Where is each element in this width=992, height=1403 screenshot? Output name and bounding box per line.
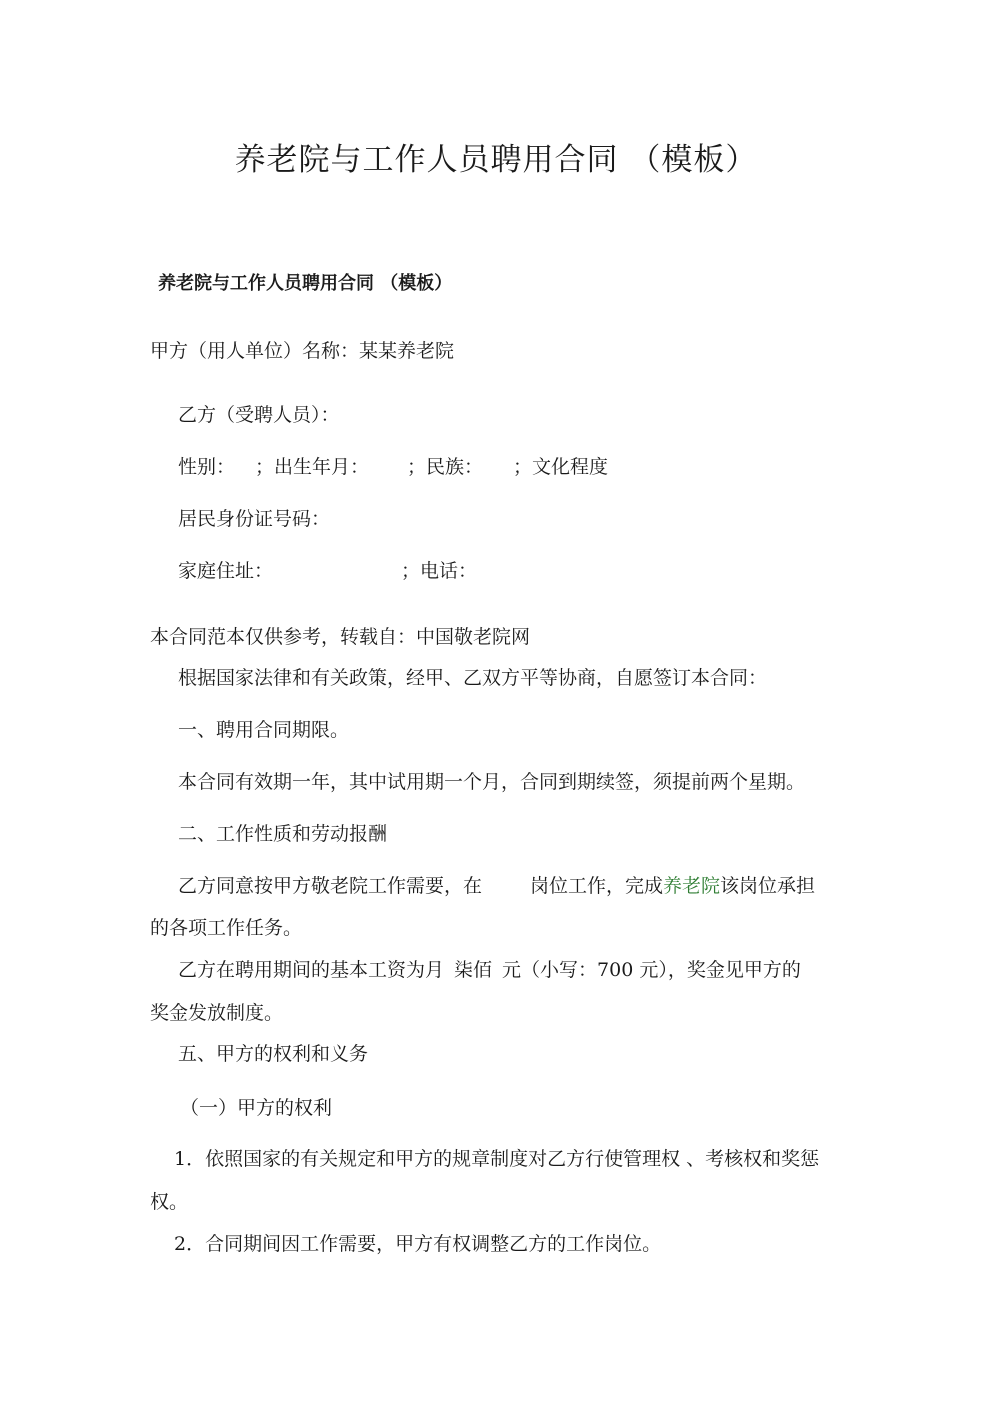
work-paragraph-line2: 的各项工作任务。 bbox=[150, 917, 303, 939]
work-text-c: 该岗位承担 bbox=[720, 875, 816, 897]
salary-text-c: 元（小写：700 元），奖金见甲方的 bbox=[502, 959, 801, 981]
section1-heading: 一、聘用合同期限。 bbox=[178, 719, 350, 741]
item1-line1: 1．依照国家的有关规定和甲方的规章制度对乙方行使管理权 、考核权和奖惩 bbox=[174, 1148, 820, 1170]
work-text-a: 乙方同意按甲方敬老院工作需要，在 bbox=[178, 875, 483, 897]
phone-label: ；电话： bbox=[401, 560, 478, 582]
section1-text: 本合同有效期一年，其中试用期一个月，合同到期续签，须提前两个星期。 bbox=[178, 771, 806, 793]
salary-paragraph-line2: 奖金发放制度。 bbox=[150, 1002, 284, 1024]
source-note: 本合同范本仅供参考，转载自：中国敬老院网 bbox=[150, 626, 531, 648]
address-label: 家庭住址： bbox=[178, 560, 274, 582]
salary-paragraph-line1 bbox=[178, 958, 801, 982]
gender-label: 性别： bbox=[178, 456, 236, 478]
id-number-line: 居民身份证号码： bbox=[178, 508, 331, 530]
document-title: 养老院与工作人员聘用合同 （模板） bbox=[234, 142, 758, 178]
party-b-line: 乙方（受聘人员）： bbox=[178, 404, 340, 426]
salary-text-a: 乙方在聘用期间的基本工资为月 bbox=[178, 959, 445, 981]
section2-heading: 二、工作性质和劳动报酬 bbox=[178, 823, 388, 845]
item2: 2．合同期间因工作需要，甲方有权调整乙方的工作岗位。 bbox=[174, 1233, 662, 1255]
address-line bbox=[178, 559, 477, 583]
nursing-home-link[interactable]: 养老院 bbox=[663, 875, 721, 897]
section5-heading: 五、甲方的权利和义务 bbox=[178, 1043, 369, 1065]
education-label: ；文化程度 bbox=[513, 456, 609, 478]
sub1-heading: （一）甲方的权利 bbox=[180, 1097, 333, 1119]
item1-line2: 权。 bbox=[150, 1191, 189, 1213]
work-text-b: 岗位工作，完成 bbox=[530, 875, 664, 897]
work-paragraph-line1 bbox=[178, 874, 815, 898]
party-a-line: 甲方（用人单位）名称：某某养老院 bbox=[150, 340, 455, 362]
contract-subtitle: 养老院与工作人员聘用合同 （模板） bbox=[158, 273, 453, 294]
preamble: 根据国家法律和有关政策，经甲、乙双方平等协商，自愿签订本合同： bbox=[178, 667, 768, 689]
salary-amount-chinese: 柒佰 bbox=[454, 959, 493, 981]
ethnic-label: ；民族： bbox=[407, 456, 484, 478]
personal-info-line bbox=[178, 455, 608, 479]
birth-label: ；出生年月： bbox=[255, 456, 370, 478]
